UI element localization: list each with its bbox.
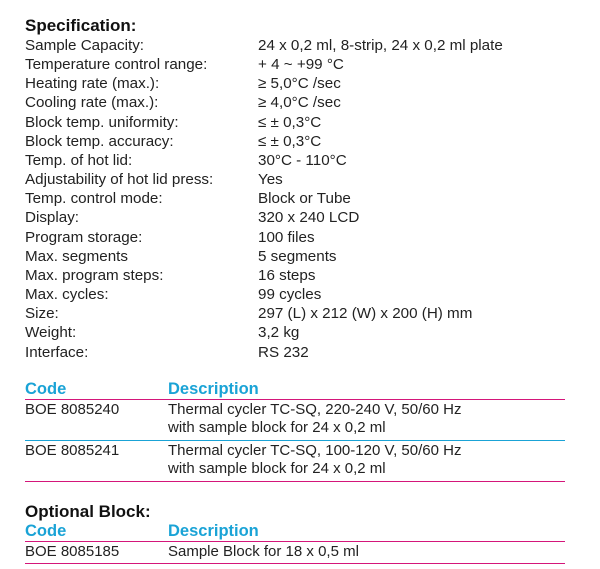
spec-value: ≥ 4,0°C /sec xyxy=(258,94,341,112)
spec-value: 3,2 kg xyxy=(258,324,300,342)
spec-value: 320 x 240 LCD xyxy=(258,209,360,227)
spec-row xyxy=(25,266,570,285)
spec-label: Max. program steps: xyxy=(25,266,164,284)
spec-value: 16 steps xyxy=(258,266,316,284)
spec-row xyxy=(25,343,570,362)
code-column-header: Code xyxy=(25,379,67,398)
product-code-table xyxy=(25,380,565,482)
spec-row xyxy=(25,228,570,247)
spec-row xyxy=(25,285,570,304)
table-row xyxy=(25,400,565,441)
description-line: with sample block for 24 x 0,2 ml xyxy=(168,460,386,478)
spec-value: 24 x 0,2 ml, 8-strip, 24 x 0,2 ml plate xyxy=(258,37,503,54)
spec-label: Display: xyxy=(25,209,80,227)
product-description xyxy=(168,401,461,438)
spec-row xyxy=(25,304,570,323)
specification-list xyxy=(25,36,570,362)
description-column-header: Description xyxy=(168,379,259,398)
spec-row xyxy=(25,36,570,55)
spec-label: Interface: xyxy=(25,343,89,361)
spec-label: Temperature control range: xyxy=(25,56,208,74)
code-column-header: Code xyxy=(25,521,67,540)
table-row xyxy=(25,542,565,565)
product-code: BOE 8085240 xyxy=(25,400,120,418)
spec-row xyxy=(25,132,570,151)
spec-row xyxy=(25,323,570,342)
table-header xyxy=(25,380,565,400)
product-code: BOE 8085241 xyxy=(25,441,120,459)
spec-row xyxy=(25,208,570,227)
spec-row xyxy=(25,189,570,208)
spec-value: ≤ ± 0,3°C xyxy=(258,113,322,131)
spec-value: Block or Tube xyxy=(258,190,351,208)
spec-label: Sample Capacity: xyxy=(25,37,145,54)
product-description: Sample Block for 18 x 0,5 ml xyxy=(168,542,359,560)
spec-label: Adjustability of hot lid press: xyxy=(25,171,214,189)
spec-value: ≥ 5,0°C /sec xyxy=(258,75,341,93)
optional-block-title: Optional Block: xyxy=(25,501,151,521)
spec-value: ≤ ± 0,3°C xyxy=(258,132,322,150)
spec-row xyxy=(25,247,570,266)
spec-row xyxy=(25,151,570,170)
spec-label: Program storage: xyxy=(25,228,143,246)
spec-row xyxy=(25,93,570,112)
spec-label: Block temp. uniformity: xyxy=(25,113,179,131)
product-code: BOE 8085185 xyxy=(25,542,120,560)
spec-row xyxy=(25,55,570,74)
spec-value: + 4 ~ +99 °C xyxy=(258,56,344,74)
table-header xyxy=(25,522,565,542)
spec-value: RS 232 xyxy=(258,343,309,361)
description-line: Thermal cycler TC-SQ, 220-240 V, 50/60 Hz xyxy=(168,400,462,418)
spec-label: Temp. of hot lid: xyxy=(25,151,133,169)
spec-value: 99 cycles xyxy=(258,286,322,304)
spec-label: Weight: xyxy=(25,324,77,342)
description-column-header: Description xyxy=(168,521,259,540)
spec-label: Max. cycles: xyxy=(25,286,109,304)
spec-value: Yes xyxy=(258,171,283,189)
spec-label: Block temp. accuracy: xyxy=(25,132,174,150)
spec-value: 100 files xyxy=(258,228,315,246)
spec-row xyxy=(25,170,570,189)
spec-label: Max. segments xyxy=(25,247,128,265)
description-line: with sample block for 24 x 0,2 ml xyxy=(168,419,386,437)
spec-sheet xyxy=(25,16,570,564)
spec-label: Heating rate (max.): xyxy=(25,75,160,93)
spec-row xyxy=(25,113,570,132)
optional-block-table xyxy=(25,522,565,565)
spec-value: 297 (L) x 212 (W) x 200 (H) mm xyxy=(258,305,473,323)
product-description xyxy=(168,442,461,479)
spec-row xyxy=(25,74,570,93)
specification-title: Specification: xyxy=(25,16,137,35)
spec-label: Size: xyxy=(25,305,59,323)
spec-label: Cooling rate (max.): xyxy=(25,94,159,112)
spec-value: 5 segments xyxy=(258,247,337,265)
spec-value: 30°C - 110°C xyxy=(258,151,347,169)
description-line: Thermal cycler TC-SQ, 100-120 V, 50/60 Hz xyxy=(168,441,462,459)
table-row xyxy=(25,441,565,482)
spec-label: Temp. control mode: xyxy=(25,190,163,208)
